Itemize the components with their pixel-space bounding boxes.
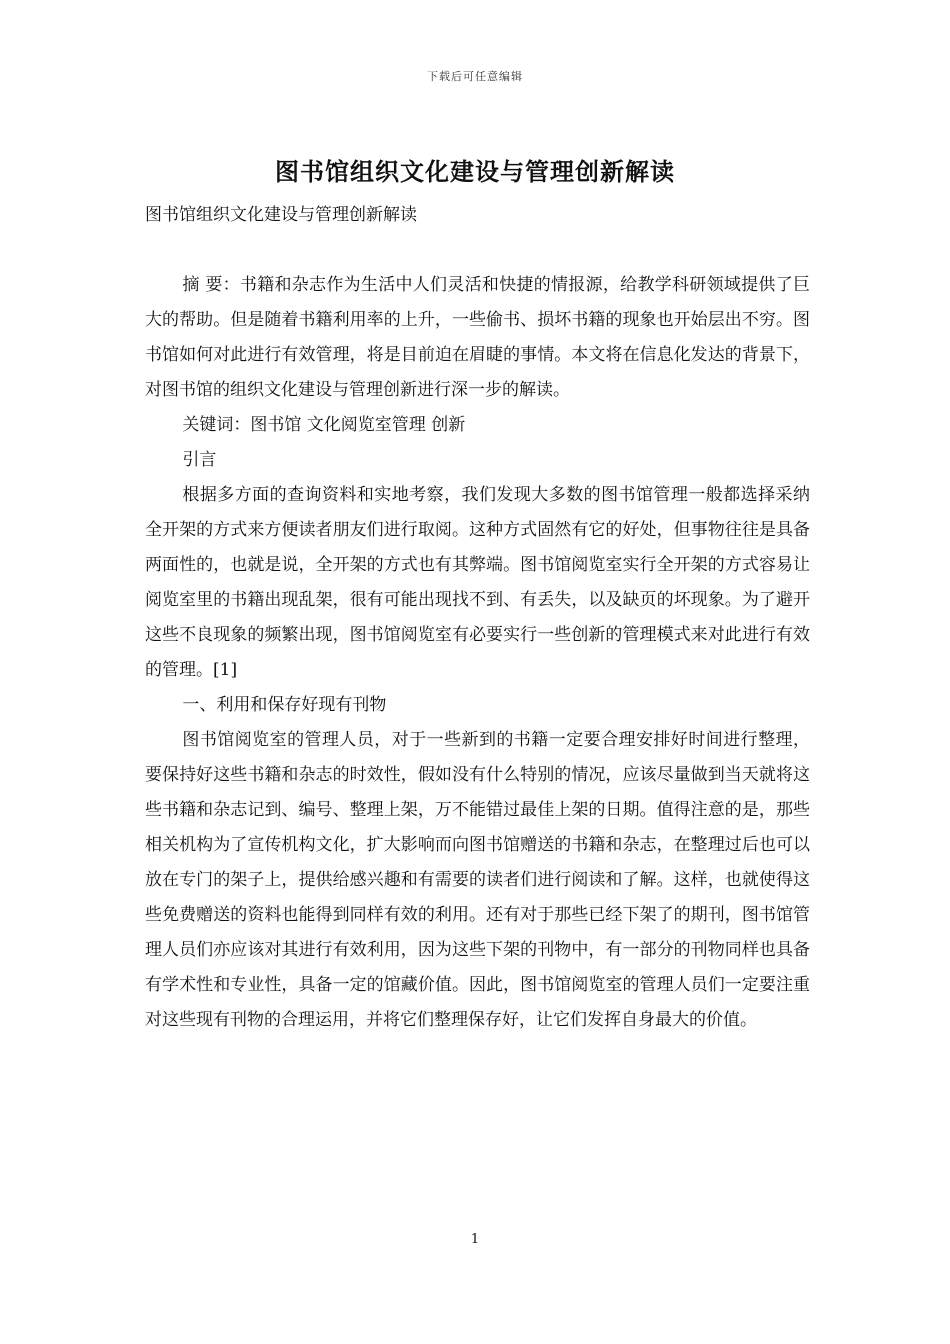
page-number: 1: [470, 1232, 480, 1247]
header-note: 下载后可任意编辑: [427, 70, 523, 83]
section-heading-1: 一、利用和保存好现有刊物: [182, 695, 387, 715]
document-body: [145, 198, 810, 1038]
section-paragraph-1: 图书馆阅览室的管理人员，对于一些新到的书籍一定要合理安排好时间进行整理，要保持好这些书籍和杂志的时效性，假如没有什么特别的情况，应该尽量做到当天就将这些书籍和杂志记到、编号、整理上架，万不能错过最佳上架的日期。值得注意的是，那些相关机构为了宣传机构文化，扩大影响而向图书馆赠送的书籍和杂志，在整理过后也可以放在专门的架子上，提供给感兴趣和有需要的读者们进行阅读和了解。这样，也就使得这些免费赠送的资料也能得到同样有效的利用。还有对于那些已经下架了的期刊，图书馆管理人员们亦应该对其进行有效利用，因为这些下架的刊物中，有一部分的刊物同样也具备有学术性和专业性，具备一定的馆藏价值。因此，图书馆阅览室的管理人员们一定要注重对这些现有刊物的合理运用，并将它们整理保存好，让它们发挥自身最大的价值。: [145, 730, 810, 1030]
intro-paragraph: 根据多方面的查询资料和实地考察，我们发现大多数的图书馆管理一般都选择采纳全开架的方式来方便读者朋友们进行取阅。这种方式固然有它的好处，但事物往往是具备两面性的，也就是说，全开架的方式也有其弊端。图书馆阅览室实行全开架的方式容易让阅览室里的书籍出现乱架，很有可能出现找不到、有丢失，以及缺页的坏现象。为了避开这些不良现象的频繁出现，图书馆阅览室有必要实行一些创新的管理模式来对此进行有效的管理。[1]: [145, 485, 810, 680]
document-subtitle: 图书馆组织文化建设与管理创新解读: [145, 205, 417, 225]
document-title: 图书馆组织文化建设与管理创新解读: [275, 157, 675, 186]
abstract-paragraph: 摘 要：书籍和杂志作为生活中人们灵活和快捷的情报源，给教学科研领域提供了巨大的帮助。但是随着书籍利用率的上升，一些偷书、损坏书籍的现象也开始层出不穷。图书馆如何对此进行有效管理，将是目前迫在眉睫的事情。本文将在信息化发达的背景下，对图书馆的组织文化建设与管理创新进行深一步的解读。: [145, 275, 810, 400]
keywords-line: 关键词：图书馆 文化阅览室管理 创新: [182, 415, 466, 435]
intro-heading: 引言: [182, 450, 217, 470]
